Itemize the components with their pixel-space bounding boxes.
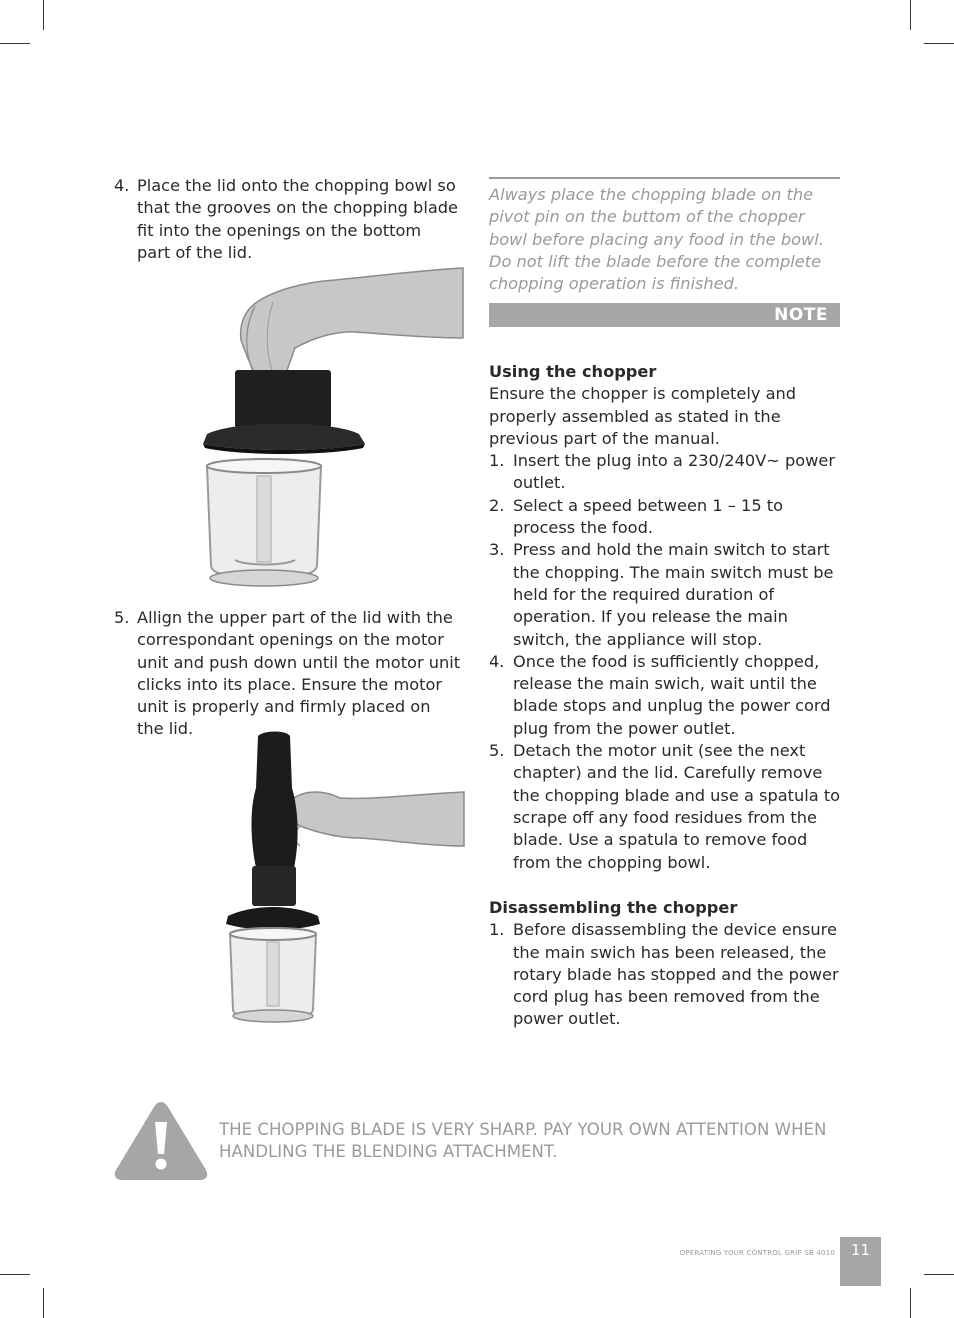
list-text: Select a speed between 1 – 15 to process the food. (513, 495, 784, 538)
list-item (489, 495, 841, 540)
list-item (489, 651, 841, 740)
crop-mark (43, 1288, 44, 1318)
instruction-list (489, 919, 841, 1030)
list-number: 1. (489, 451, 505, 471)
footer-text: OPERATING YOUR CONTROL GRIP SB 4010 (679, 1249, 835, 1257)
list-text: Before disassembling the device ensure the main swich has been released, the rotary blade has stopped and the power cord plug has been removed from the power outlet. (513, 920, 839, 1029)
section-intro: Ensure the chopper is completely and properly assembled as stated in the previous part of the manual. (489, 384, 797, 448)
list-text: Press and hold the main switch to start the chopping. The main switch must be held for the required duration of operation. If you release the main switch, the appliance will stop. (513, 540, 834, 649)
crop-mark (924, 1274, 954, 1275)
crop-mark (910, 1288, 911, 1318)
hand-icon (290, 792, 464, 846)
section-heading: Using the chopper (489, 362, 657, 381)
motor-unit-icon (226, 732, 320, 931)
hand-icon (241, 268, 463, 385)
crop-mark (924, 43, 954, 44)
step-text: Allign the upper part of the lid with the correspondant openings on the motor unit and push down until the motor unit clicks into its place. Ensure the motor unit is properly and firmly placed on the lid. (137, 608, 461, 739)
list-item (489, 740, 841, 874)
chopper-lid-icon (203, 370, 365, 454)
crop-mark (0, 43, 30, 44)
chopping-bowl-icon (207, 459, 321, 586)
instruction-list (489, 450, 841, 874)
page-number-box (840, 1237, 881, 1286)
motor-unit-photo (220, 728, 466, 1024)
warning-triangle-icon (112, 1096, 210, 1182)
note-bar (489, 303, 840, 327)
note-text: Always place the chopping blade on the pivot pin on the buttom of the chopper bowl before placing any food in the bowl. Do not lift the blade before the complete chopping operation is finished. (489, 185, 824, 294)
list-item (489, 539, 841, 650)
step-number: 5. (114, 608, 130, 627)
note-rule (489, 177, 840, 179)
list-number: 5. (489, 741, 505, 761)
note-label: NOTE (774, 305, 828, 325)
page-number: 11 (850, 1241, 871, 1259)
chopping-bowl-icon (230, 928, 316, 1022)
lid-placement-photo (195, 266, 465, 594)
list-number: 2. (489, 495, 505, 515)
list-number: 4. (489, 651, 505, 671)
disassembling-section (489, 897, 841, 1031)
list-item (489, 919, 841, 1030)
list-number: 1. (489, 920, 505, 940)
step-number: 4. (114, 176, 130, 195)
crop-mark (43, 0, 44, 30)
list-text: Insert the plug into a 230/240V~ power outlet. (513, 451, 836, 493)
crop-mark (910, 0, 911, 30)
using-chopper-section (489, 361, 841, 874)
list-text: Once the food is sufficiently chopped, release the main swich, wait until the blade stops and unplug the power cord plug from the power outlet. (513, 651, 831, 738)
crop-mark (0, 1274, 30, 1275)
warning-text: THE CHOPPING BLADE IS VERY SHARP. PAY YOUR OWN ATTENTION WHEN HANDLING THE BLENDING ATTACHMENT. (219, 1120, 827, 1162)
section-heading: Disassembling the chopper (489, 898, 738, 917)
step-text: Place the lid onto the chopping bowl so that the grooves on the chopping blade fit into the openings on the bottom part of the lid. (137, 176, 458, 262)
list-item (489, 450, 841, 495)
list-text: Detach the motor unit (see the next chapter) and the lid. Carefully remove the chopping blade and use a spatula to scrape off any food residues from the blade. Use a spatula to remove food from the chopping bowl. (513, 741, 841, 872)
list-number: 3. (489, 540, 505, 560)
